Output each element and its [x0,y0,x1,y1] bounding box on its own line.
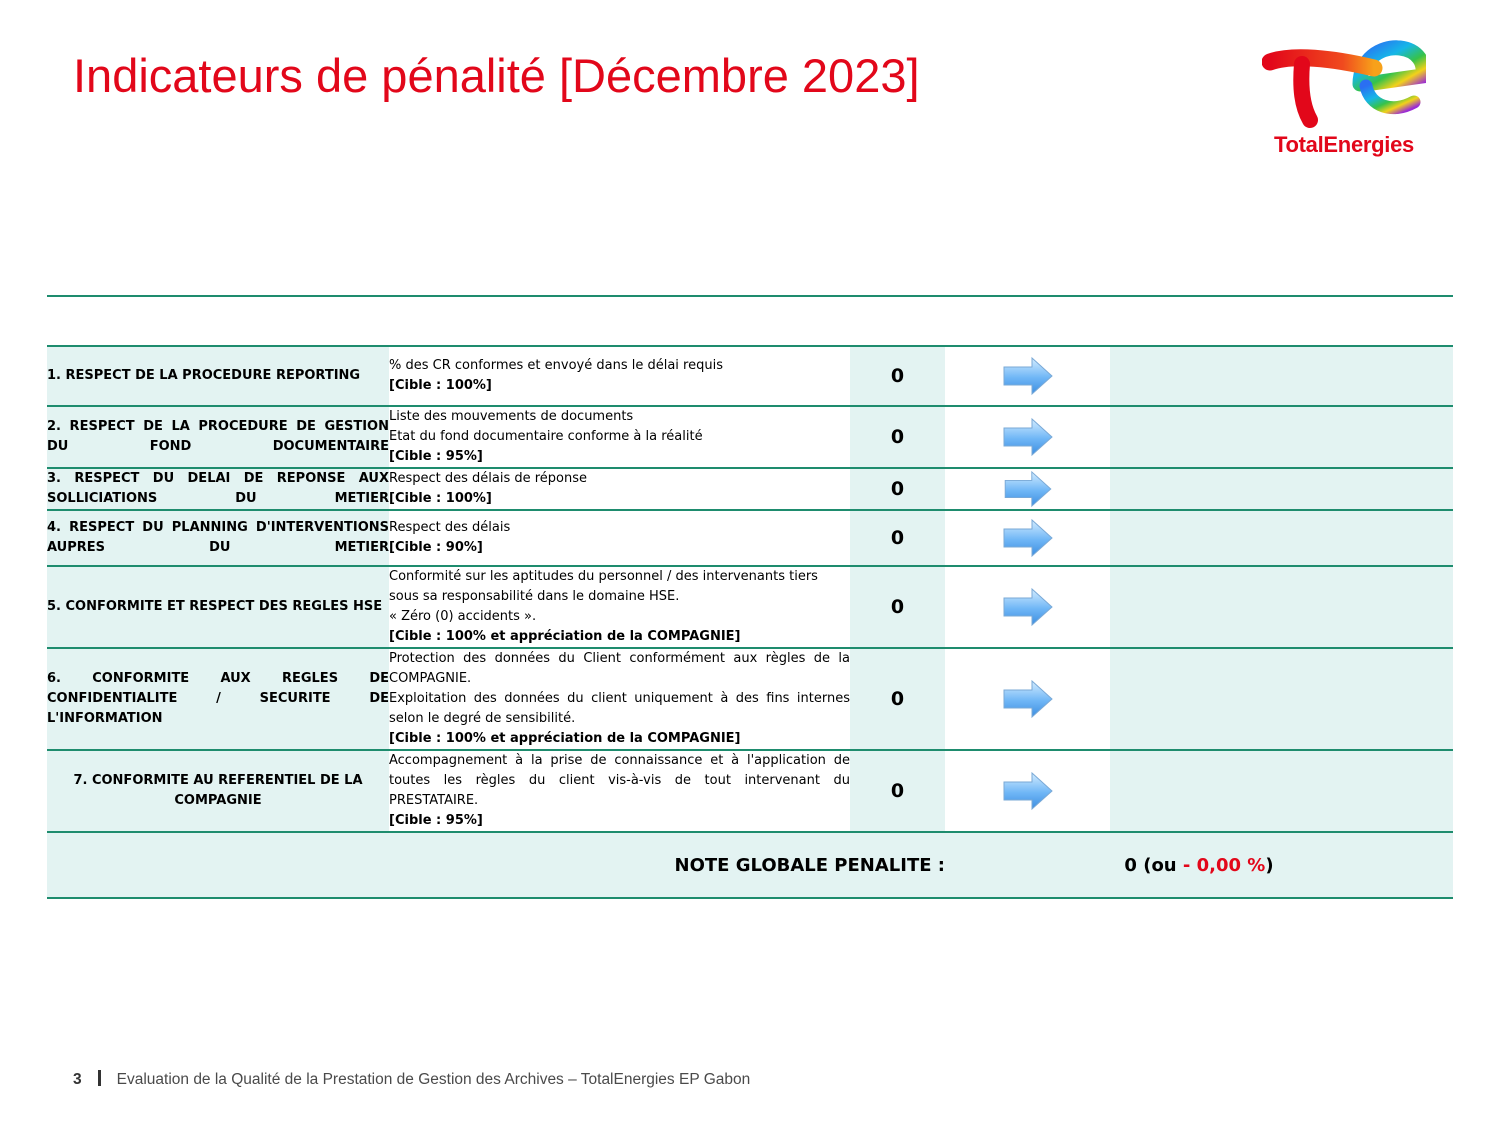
arrow-right-icon [1002,470,1054,508]
footer-text: Evaluation de la Qualité de la Prestation de Gestion des Archives – TotalEnergies EP Gabon [116,1071,751,1088]
trend-cell [945,406,1110,468]
arrow-right-icon [1002,356,1054,396]
logo-wordmark: TotalEnergies [1274,132,1414,157]
indicator-target: [Cible : 95%] [389,813,483,828]
footer-separator [98,1070,101,1086]
indicator-score: 0 [850,648,945,750]
total-percentage: - 0,00 % [1182,854,1266,876]
totalenergies-logo [1258,40,1430,168]
indicator-description: Accompagnement à la prise de connaissance et à l'application de toutes les règles du client vis-à-vis de tout intervenant du PRESTATAIRE. [Cible : 95%] [389,750,850,832]
arrow-right-icon [1002,679,1054,719]
arrow-right-icon [1002,771,1054,811]
indicator-score: 0 [850,750,945,832]
total-label: NOTE GLOBALE PENALITE : [47,832,945,898]
table-row [47,468,1453,510]
indicator-score: 0 [850,468,945,510]
indicator-score: 0 [850,406,945,468]
indicator-name: 1. RESPECT DE LA PROCEDURE REPORTING [47,346,389,406]
table-row [47,510,1453,566]
arrow-right-icon [1002,417,1054,457]
total-row [47,832,1453,898]
table-row [47,750,1453,832]
page-title: Indicateurs de pénalité [Décembre 2023] [73,49,920,102]
indicator-name: 6. CONFORMITE AUX REGLES DE CONFIDENTIALITE / SECURITE DE L'INFORMATION [47,648,389,750]
indicator-description: % des CR conformes et envoyé dans le délai requis [Cible : 100%] [389,346,850,406]
indicator-description: Liste des mouvements de documents Etat du fond documentaire conforme à la réalité [Cible : 95%] [389,406,850,468]
trend-cell [945,346,1110,406]
indicator-description: Respect des délais [Cible : 90%] [389,510,850,566]
indicator-name: 7. CONFORMITE AU REFERENTIEL DE LA COMPAGNIE [47,750,389,832]
table-row [47,566,1453,648]
trend-cell [945,468,1110,510]
indicator-name: 4. RESPECT DU PLANNING D'INTERVENTIONS AUPRES DU METIER [47,510,389,566]
indicator-name: 2. RESPECT DE LA PROCEDURE DE GESTION DU FOND DOCUMENTAIRE [47,406,389,468]
indicator-score: 0 [850,510,945,566]
indicator-description: Respect des délais de réponse [Cible : 100%] [389,468,850,510]
total-value: 0 (ou - 0,00 %) [945,832,1453,898]
indicator-target: [Cible : 90%] [389,540,483,555]
arrow-right-icon [1002,587,1054,627]
page-number: 3 [73,1071,82,1088]
indicator-score: 0 [850,566,945,648]
page-footer [73,1070,750,1089]
indicator-target: [Cible : 100% et appréciation de la COMPAGNIE] [389,731,741,746]
indicator-target: [Cible : 100%] [389,378,492,393]
indicator-target: [Cible : 100%] [389,491,492,506]
table-row [47,406,1453,468]
table-row [47,648,1453,750]
logo-mark-icon [1262,40,1426,132]
indicator-description: Protection des données du Client conformément aux règles de la COMPAGNIE. Exploitation des données du client uniquement à des fins internes selon le degré de sensibilité. [Cible : 100% et appréciation de la COMPAGNIE] [389,648,850,750]
indicator-name: 3. RESPECT DU DELAI DE REPONSE AUX SOLLICIATIONS DU METIER [47,468,389,510]
penalty-indicators-table [47,345,1453,899]
indicator-target: [Cible : 95%] [389,449,483,464]
indicator-score: 0 [850,346,945,406]
trend-cell [945,510,1110,566]
trend-cell [945,566,1110,648]
indicator-description: Conformité sur les aptitudes du personnel / des intervenants tiers sous sa responsabilité dans le domaine HSE. « Zéro (0) accidents ». [Cible : 100% et appréciation de la COMPAGNIE] [389,566,850,648]
table-row [47,346,1453,406]
indicator-target: [Cible : 100% et appréciation de la COMPAGNIE] [389,629,741,644]
arrow-right-icon [1002,518,1054,558]
trend-cell [945,750,1110,832]
indicator-name: 5. CONFORMITE ET RESPECT DES REGLES HSE [47,566,389,648]
header-divider [47,295,1453,297]
trend-cell [945,648,1110,750]
